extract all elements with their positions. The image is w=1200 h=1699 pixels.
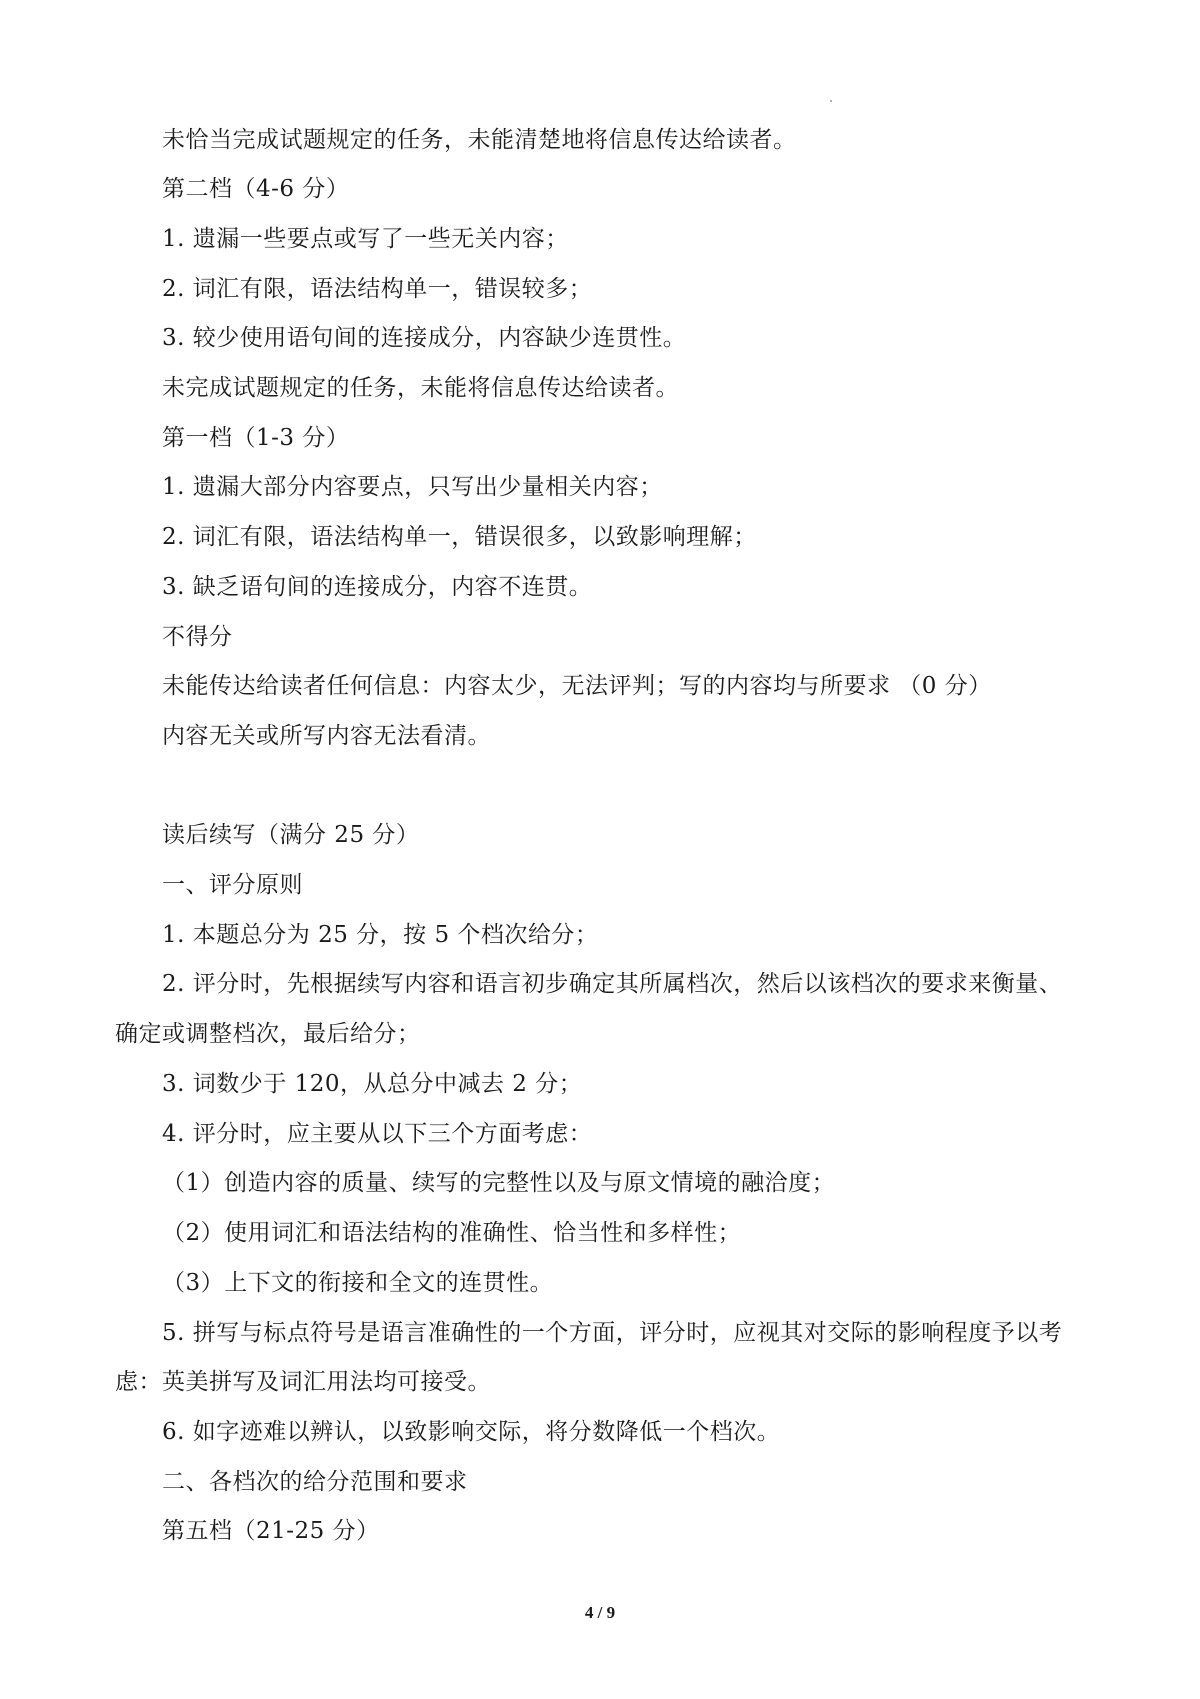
text-line: 3. 缺乏语句间的连接成分，内容不连贯。 bbox=[162, 574, 593, 600]
text-line: 2. 词汇有限，语法结构单一，错误较多； bbox=[162, 276, 593, 302]
text-line: 未恰当完成试题规定的任务，未能清楚地将信息传达给读者。 bbox=[162, 127, 797, 153]
text-line: 5. 拼写与标点符号是语言准确性的一个方面，评分时，应视其对交际的影响程度予以考 bbox=[162, 1320, 1063, 1346]
page-number: 4 / 9 bbox=[584, 1603, 616, 1622]
text-line: 确定或调整档次，最后给分； bbox=[115, 1021, 421, 1047]
text-line: 3. 词数少于 120，从总分中减去 2 分； bbox=[162, 1071, 583, 1097]
text-line: 3. 较少使用语句间的连接成分，内容缺少连贯性。 bbox=[162, 325, 687, 351]
text-line: （3）上下文的衔接和全文的连贯性。 bbox=[162, 1270, 554, 1296]
text-line: 2. 词汇有限，语法结构单一，错误很多，以致影响理解； bbox=[162, 524, 757, 550]
text-line: 1. 遗漏一些要点或写了一些无关内容； bbox=[162, 226, 569, 252]
text-line: 虑：英美拼写及词汇用法均可接受。 bbox=[115, 1369, 491, 1395]
text-line: （1）创造内容的质量、续写的完整性以及与原文情境的融洽度； bbox=[162, 1170, 836, 1196]
scan-speck bbox=[830, 100, 832, 102]
text-line: 2. 评分时，先根据续写内容和语言初步确定其所属档次，然后以该档次的要求来衡量、 bbox=[162, 971, 1063, 997]
text-line: 未能传达给读者任何信息：内容太少，无法评判；写的内容均与所要求 （0 分） bbox=[162, 673, 992, 699]
text-line: 1. 遗漏大部分内容要点，只写出少量相关内容； bbox=[162, 474, 663, 500]
section-heading: 读后续写（满分 25 分） bbox=[162, 822, 420, 848]
text-line: （2）使用词汇和语法结构的准确性、恰当性和多样性； bbox=[162, 1220, 742, 1246]
text-line: 第一档（1-3 分） bbox=[162, 425, 350, 451]
text-line: 4. 评分时，应主要从以下三个方面考虑： bbox=[162, 1121, 593, 1147]
text-line: 1. 本题总分为 25 分，按 5 个档次给分； bbox=[162, 922, 599, 948]
text-line: 一、评分原则 bbox=[162, 872, 303, 898]
text-line: 不得分 bbox=[162, 624, 233, 650]
text-line: 6. 如字迹难以辨认，以致影响交际，将分数降低一个档次。 bbox=[162, 1419, 781, 1445]
text-line: 未完成试题规定的任务，未能将信息传达给读者。 bbox=[162, 375, 679, 401]
text-line: 二、各档次的给分范围和要求 bbox=[162, 1469, 468, 1495]
text-line: 第五档（21-25 分） bbox=[162, 1518, 380, 1544]
text-line: 内容无关或所写内容无法看清。 bbox=[162, 723, 491, 749]
text-line: 第二档（4-6 分） bbox=[162, 176, 350, 202]
